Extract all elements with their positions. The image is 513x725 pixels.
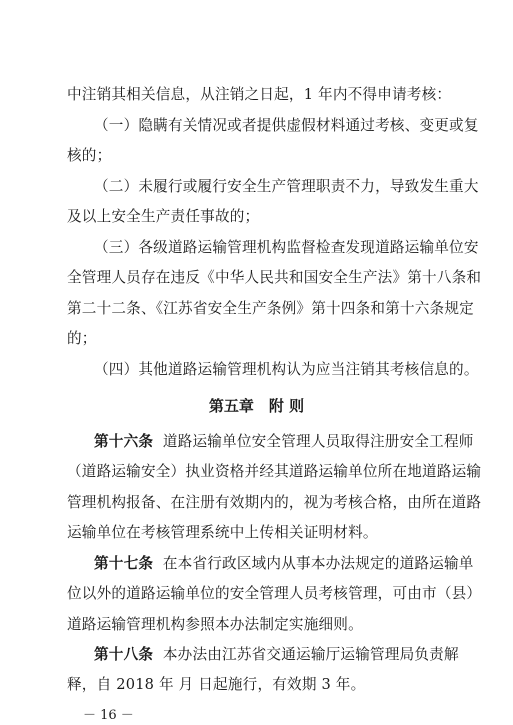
item2-line2 [0,207,513,227]
paragraph-text: 中注销其相关信息，从注销之日起，1 年内不得申请考核： [67,86,452,103]
article16-line1 [0,432,513,452]
article-text: 释，自 2018 年 月 日起施行，有效期 3 年。 [67,676,366,693]
item-text: （一）隐瞒有关情况或者提供虚假材料通过考核、变更或复 [94,117,479,134]
article-text: 道路运输管理机构参照本办法制定实施细则。 [67,616,363,633]
item-text: （三）各级道路运输管理机构监督检查发现道路运输单位安 [94,239,479,256]
article18-line2 [0,675,513,695]
article-text: 位以外的道路运输单位的安全管理人员考核管理，可由市（县） [67,585,482,602]
item3-line4 [0,329,513,349]
article-label: 第十六条 [94,433,154,450]
article-text: 在本省行政区域内从事本办法规定的道路运输单 [162,555,474,572]
item-text: 第二十二条、《江苏省安全生产条例》第十四条和第十六条规定 [67,300,474,317]
article17-line1 [0,554,513,574]
article-text: （道路运输安全）执业资格并经其道路运输单位所在地道路运输 [67,463,482,480]
item3-line1 [0,238,513,258]
item3-line2 [0,268,513,288]
article-text: 本办法由江苏省交通运输厅运输管理局负责解 [162,646,459,663]
item1-line2 [0,146,513,166]
article16-line4 [0,523,513,543]
article17-line2 [0,584,513,604]
item3-line3 [0,299,513,319]
article-text: 运输单位在考核管理系统中上传相关证明材料。 [67,524,378,541]
chapter-title: 第五章 附 则 [208,397,305,415]
item-text: 及以上安全生产责任事故的； [67,208,260,225]
item1-line1 [0,116,513,136]
item-text: 的； [67,330,97,347]
paragraph-continuation-line [0,85,513,105]
page-number: － 16 － [83,708,134,723]
article16-line3 [0,493,513,513]
item-text: （四）其他道路运输管理机构认为应当注销其考核信息的。 [94,361,479,378]
article17-line3 [0,615,513,635]
article18-line1 [0,645,513,665]
item-text: 全管理人员存在违反《中华人民共和国安全生产法》第十八条和 [67,269,482,286]
item-text: （二）未履行或履行安全生产管理职责不力，导致发生重大 [94,178,479,195]
item4-line1 [0,360,513,380]
article-text: 道路运输单位安全管理人员取得注册安全工程师 [162,433,474,450]
item2-line1 [0,177,513,197]
article-text: 管理机构报备、在注册有效期内的，视为考核合格，由所在道路 [67,494,482,511]
article-label: 第十七条 [94,555,154,572]
article16-line2 [0,462,513,482]
item-text: 核的； [67,147,112,164]
article-label: 第十八条 [94,646,154,663]
